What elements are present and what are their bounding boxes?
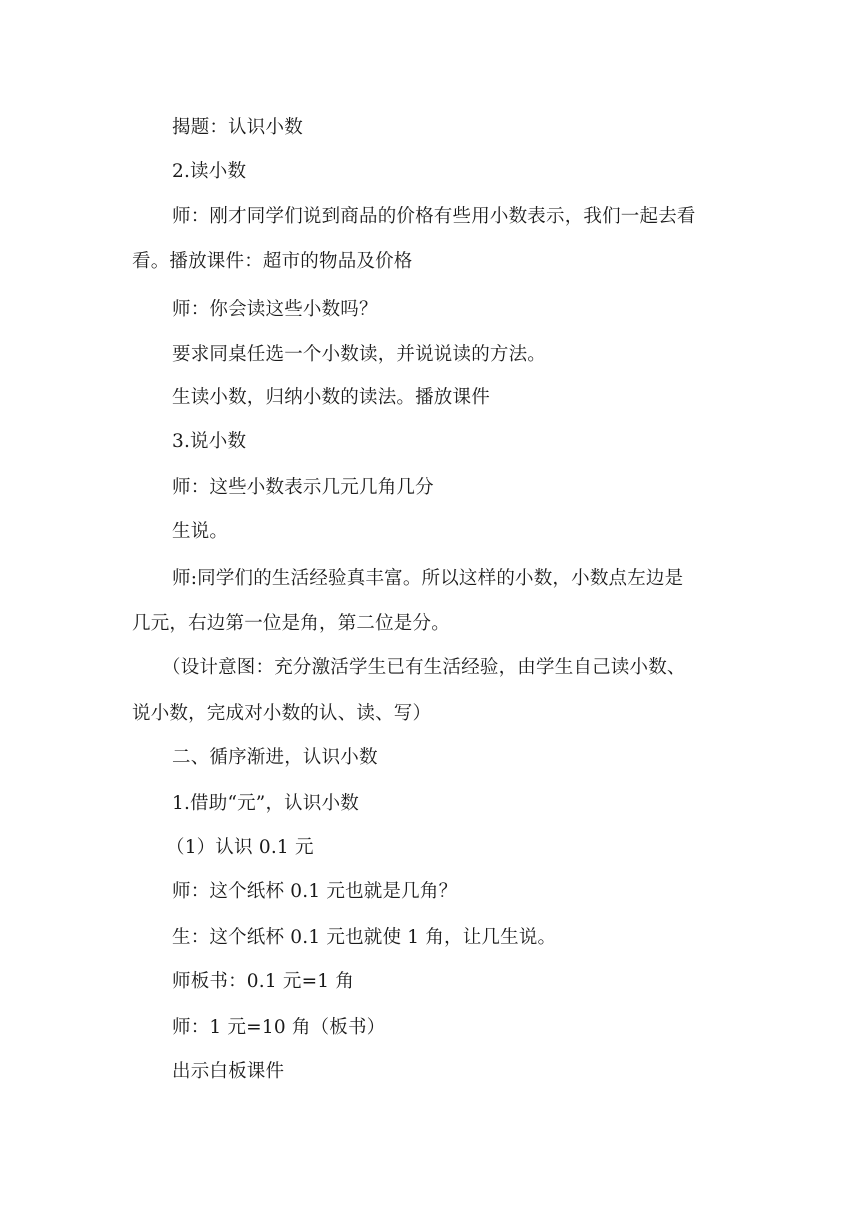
paragraph-line: 师板书：0.1 元=1 角 xyxy=(172,971,355,992)
section-read-decimals: 2.读小数 xyxy=(172,161,247,182)
paragraph-line: 生：这个纸杯 0.1 元也就使 1 角，让几生说。 xyxy=(172,927,557,948)
paragraph-line: 几元，右边第一位是角，第二位是分。 xyxy=(132,613,450,634)
paragraph-line: 生读小数，归纳小数的读法。播放课件 xyxy=(172,387,490,408)
design-intent-note: （设计意图：充分激活学生已有生活经验，由学生自己读小数、 xyxy=(162,657,686,678)
subsection-item: （1）认识 0.1 元 xyxy=(166,837,314,858)
paragraph-line: 师：1 元=10 角（板书） xyxy=(172,1017,386,1038)
paragraph-line: 师：你会读这些小数吗？ xyxy=(172,299,378,320)
paragraph-line: 生说。 xyxy=(172,521,229,542)
paragraph-line: 要求同桌任选一个小数读，并说说读的方法。 xyxy=(172,344,547,365)
section-say-decimals: 3.说小数 xyxy=(172,431,247,452)
paragraph-line: 师：这些小数表示几元几角几分 xyxy=(172,477,434,498)
design-intent-note: 说小数，完成对小数的认、读、写） xyxy=(132,703,432,724)
paragraph-line: 出示白板课件 xyxy=(172,1061,285,1082)
paragraph-line: 师：刚才同学们说到商品的价格有些用小数表示，我们一起去看 xyxy=(172,206,696,227)
subsection-heading: 1.借助“元”，认识小数 xyxy=(172,793,359,814)
heading-reveal-topic: 揭题：认识小数 xyxy=(172,117,303,138)
paragraph-line: 师:同学们的生活经验真丰富。所以这样的小数，小数点左边是 xyxy=(172,568,684,589)
section-heading-two: 二、循序渐进，认识小数 xyxy=(172,747,378,768)
paragraph-line: 师：这个纸杯 0.1 元也就是几角？ xyxy=(172,881,458,902)
paragraph-line: 看。播放课件：超市的物品及价格 xyxy=(132,251,413,272)
